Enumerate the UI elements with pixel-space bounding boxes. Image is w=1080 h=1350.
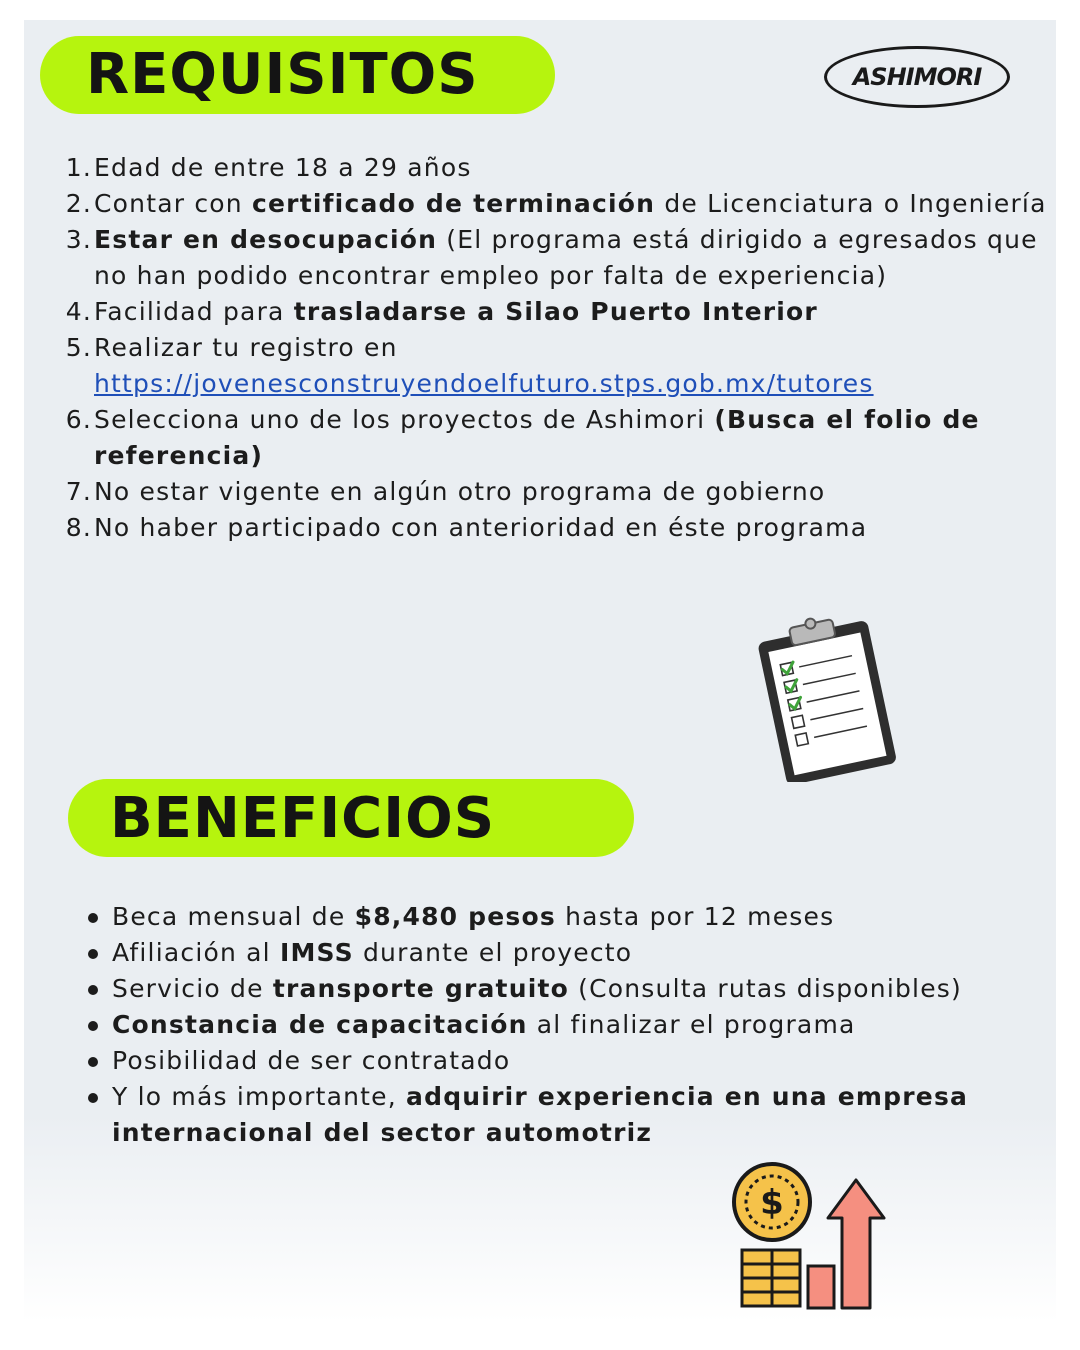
item-number: 2.	[65, 189, 92, 218]
item-text: Contar con	[94, 189, 252, 218]
clipboard-checklist-icon	[748, 612, 904, 782]
item-text: (El programa está dirigido a egresados que no han podido encontrar empleo por falta de experiencia)	[94, 225, 1038, 290]
ashimori-logo: ASHIMORI	[824, 46, 1010, 108]
svg-text:$: $	[760, 1183, 784, 1223]
bold-text: Estar en desocupación	[94, 225, 438, 254]
item-text: Servicio de	[112, 974, 273, 1003]
beneficios-heading: BENEFICIOS	[68, 779, 634, 857]
item-text: durante el proyecto	[353, 938, 633, 967]
bullet-icon	[88, 985, 98, 995]
requisito-item	[60, 474, 1050, 510]
item-number: 8.	[65, 513, 92, 542]
requisitos-heading: REQUISITOS	[40, 36, 555, 114]
beneficio-item	[84, 935, 1014, 971]
item-text: Facilidad para	[94, 297, 294, 326]
bold-text: trasladarse a Silao Puerto Interior	[293, 297, 818, 326]
item-text: Posibilidad de ser contratado	[112, 1046, 511, 1075]
bold-text: Constancia de capacitación	[112, 1010, 528, 1039]
item-text: Beca mensual de	[112, 902, 355, 931]
bold-text: transporte gratuito	[272, 974, 569, 1003]
bullet-icon	[88, 1021, 98, 1031]
item-text: (Consulta rutas disponibles)	[569, 974, 962, 1003]
bullet-icon	[88, 913, 98, 923]
item-text: al finalizar el programa	[527, 1010, 856, 1039]
item-text: Y lo más importante,	[112, 1082, 407, 1111]
item-text: Edad de entre 18 a 29 años	[94, 153, 472, 182]
item-number: 3.	[65, 225, 92, 254]
requisito-item	[60, 510, 1050, 546]
item-number: 1.	[65, 153, 92, 182]
beneficio-item	[84, 1007, 1014, 1043]
item-text: No haber participado con anterioridad en éste programa	[94, 513, 868, 542]
item-text: Selecciona uno de los proyectos de Ashimori	[94, 405, 715, 434]
registration-link[interactable]: https://jovenesconstruyendoelfuturo.stps.gob.mx/tutores	[94, 369, 874, 398]
requisito-item	[60, 330, 1050, 402]
beneficio-item	[84, 1079, 1014, 1151]
item-number: 5.	[65, 333, 92, 362]
requisito-item	[60, 186, 1050, 222]
requisito-item	[60, 402, 1050, 474]
bullet-icon	[88, 1093, 98, 1103]
beneficios-list	[84, 899, 1014, 1151]
requisito-item	[60, 150, 1050, 186]
beneficio-item	[84, 899, 1014, 935]
requisito-item	[60, 294, 1050, 330]
bold-text: (Busca el folio de referencia)	[94, 405, 980, 470]
item-number: 4.	[65, 297, 92, 326]
item-text: No estar vigente en algún otro programa de gobierno	[94, 477, 826, 506]
bullet-icon	[88, 1057, 98, 1067]
bold-text: $8,480 pesos	[354, 902, 556, 931]
item-text: Afiliación al	[112, 938, 280, 967]
beneficio-item	[84, 1043, 1014, 1079]
bold-text: certificado de terminación	[251, 189, 656, 218]
bold-text: adquirir experiencia en una empresa internacional del sector automotriz	[112, 1082, 969, 1147]
beneficio-item	[84, 971, 1014, 1007]
bold-text: IMSS	[279, 938, 354, 967]
item-text: de Licenciatura o Ingeniería	[655, 189, 1047, 218]
bullet-icon	[88, 949, 98, 959]
money-growth-icon	[728, 1162, 888, 1314]
item-number: 7.	[65, 477, 92, 506]
item-text: Realizar tu registro en	[94, 333, 398, 362]
requisito-item	[60, 222, 1050, 294]
requisitos-list	[60, 150, 1050, 546]
item-text: hasta por 12 meses	[555, 902, 835, 931]
item-number: 6.	[65, 405, 92, 434]
